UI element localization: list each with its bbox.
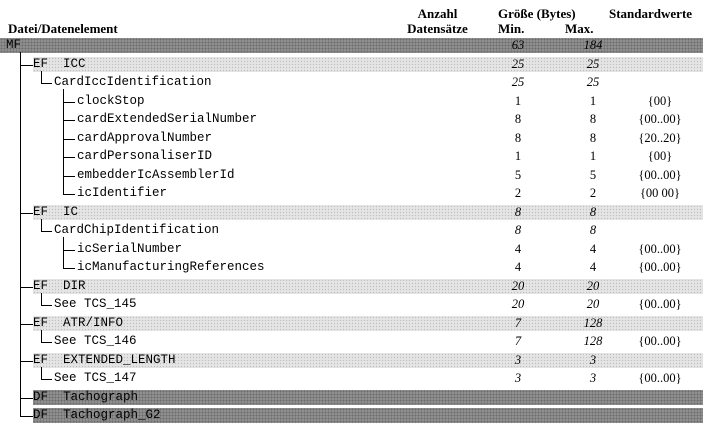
size-min: 63 — [511, 38, 525, 52]
element-name: DF Tachograph — [33, 389, 139, 404]
size-max: 3 — [589, 352, 597, 367]
element-name: embedderIcAssemblerId — [77, 167, 235, 182]
tree-vertical-line — [63, 237, 64, 269]
table-row — [0, 407, 703, 424]
default-value: {00..00} — [638, 241, 682, 256]
size-max: 1 — [589, 93, 597, 108]
tree-branch-line — [63, 194, 75, 195]
default-value — [616, 278, 704, 295]
default-value — [616, 315, 704, 332]
column-header-records-line2: Datensätze — [407, 21, 468, 36]
tree-vertical-line — [63, 89, 64, 195]
tree-branch-line — [41, 305, 52, 306]
size-max: 25 — [586, 56, 600, 71]
table-row — [0, 370, 703, 387]
element-name: MF — [6, 38, 22, 52]
size-max: 128 — [583, 315, 603, 330]
default-value: {00..00} — [638, 260, 682, 274]
size-max: 5 — [589, 167, 597, 182]
size-min — [503, 407, 533, 424]
size-min: 7 — [514, 334, 522, 348]
element-name: cardPersonaliserID — [77, 149, 213, 163]
default-value: {00..00} — [638, 334, 682, 348]
default-value: {00 00} — [639, 186, 681, 200]
size-min: 20 — [511, 297, 525, 311]
default-value: {00..00} — [638, 112, 682, 126]
tree-branch-line — [41, 231, 52, 232]
element-name: DF Tachograph_G2 — [33, 408, 161, 422]
size-max: 184 — [583, 38, 603, 52]
default-value — [616, 222, 704, 239]
tree-branch-line — [20, 416, 33, 417]
tree-branch-line — [41, 342, 52, 343]
tree-branch-line — [63, 139, 75, 140]
default-value: {00} — [647, 93, 673, 108]
size-min: 1 — [514, 93, 522, 108]
tree-branch-line — [20, 213, 33, 214]
size-min: 8 — [514, 112, 522, 126]
default-value — [616, 352, 704, 369]
size-max — [578, 389, 608, 406]
column-header-min: Min. — [498, 21, 525, 36]
size-min — [503, 389, 533, 406]
default-value — [616, 37, 704, 54]
column-header-default: Standardwerte — [609, 6, 693, 21]
size-min: 2 — [514, 186, 522, 200]
table-row — [0, 389, 703, 406]
element-name: cardApprovalNumber — [77, 130, 213, 145]
tree-branch-line — [20, 65, 33, 66]
table-row — [0, 352, 703, 369]
size-max: 25 — [586, 75, 600, 89]
tree-branch-line — [20, 324, 33, 325]
table-row — [0, 130, 703, 147]
size-min: 3 — [514, 352, 522, 367]
table-row — [0, 259, 703, 276]
table-row — [0, 148, 703, 165]
size-max: 20 — [586, 278, 600, 293]
size-max: 4 — [589, 241, 597, 256]
table-row — [0, 278, 703, 295]
size-max: 8 — [589, 130, 597, 145]
tree-vertical-line — [20, 52, 21, 417]
table-row — [0, 167, 703, 184]
size-min: 8 — [514, 130, 522, 145]
size-max: 3 — [589, 371, 597, 385]
tree-branch-line — [63, 102, 75, 103]
table-row — [0, 111, 703, 128]
size-min: 8 — [514, 223, 522, 237]
size-max: 1 — [589, 149, 597, 163]
default-value — [616, 56, 704, 73]
table-row — [0, 241, 703, 258]
default-value: {00} — [647, 149, 673, 163]
tree-branch-line — [63, 120, 75, 121]
tree-branch-line — [20, 361, 33, 362]
element-name: CardIccIdentification — [54, 75, 212, 89]
tree-branch-line — [63, 268, 75, 269]
size-max — [578, 407, 608, 424]
table-row — [0, 56, 703, 73]
size-max: 8 — [589, 223, 597, 237]
tree-branch-line — [20, 398, 33, 399]
element-name: See TCS_147 — [54, 371, 137, 385]
column-header-max: Max. — [565, 21, 594, 36]
column-header-name: Datei/Datenelement — [8, 21, 118, 36]
element-name: EF DIR — [33, 278, 86, 293]
tree-branch-line — [63, 157, 75, 158]
tree-branch-line — [41, 83, 52, 84]
element-name: icManufacturingReferences — [77, 260, 265, 274]
element-name: See TCS_146 — [54, 334, 137, 348]
size-max: 8 — [589, 204, 597, 219]
size-min: 20 — [511, 278, 525, 293]
size-min: 5 — [514, 167, 522, 182]
element-name: EF IC — [33, 204, 79, 219]
default-value: {20..20} — [638, 130, 682, 145]
element-name: EF ATR/INFO — [33, 315, 124, 330]
element-name: cardExtendedSerialNumber — [77, 112, 258, 126]
default-value — [616, 74, 704, 91]
table-row — [0, 315, 703, 332]
element-name: EF ICC — [33, 56, 86, 71]
element-name: See TCS_145 — [54, 297, 137, 311]
tree-branch-line — [41, 379, 52, 380]
tree-branch-line — [20, 287, 33, 288]
size-min: 4 — [514, 241, 522, 256]
size-min: 3 — [514, 371, 522, 385]
element-name: CardChipIdentification — [54, 223, 220, 237]
column-header-size: Größe (Bytes) — [498, 6, 576, 21]
size-min: 25 — [511, 56, 525, 71]
size-min: 25 — [511, 75, 525, 89]
element-name: clockStop — [77, 93, 145, 108]
size-max: 8 — [589, 112, 597, 126]
table-row — [0, 296, 703, 313]
default-value — [616, 407, 704, 424]
table-row — [0, 37, 703, 54]
table-row — [0, 222, 703, 239]
default-value: {00..00} — [638, 167, 682, 182]
table-row — [0, 185, 703, 202]
table-row — [0, 204, 703, 221]
element-name: icIdentifier — [77, 186, 168, 200]
size-min: 8 — [514, 204, 522, 219]
size-max: 128 — [583, 334, 603, 348]
size-max: 2 — [589, 186, 597, 200]
default-value — [616, 204, 704, 221]
tree-branch-line — [63, 250, 75, 251]
default-value: {00..00} — [638, 371, 682, 385]
table-row — [0, 93, 703, 110]
size-min: 1 — [514, 149, 522, 163]
element-name: EF EXTENDED_LENGTH — [33, 352, 176, 367]
size-max: 20 — [586, 297, 600, 311]
size-min: 7 — [514, 315, 522, 330]
element-name: icSerialNumber — [77, 241, 183, 256]
size-min: 4 — [514, 260, 522, 274]
size-max: 4 — [589, 260, 597, 274]
table-row — [0, 333, 703, 350]
column-header-records-line1: Anzahl — [417, 6, 458, 21]
table-row — [0, 74, 703, 91]
default-value: {00..00} — [638, 297, 682, 311]
tree-branch-line — [63, 176, 75, 177]
default-value — [616, 389, 704, 406]
